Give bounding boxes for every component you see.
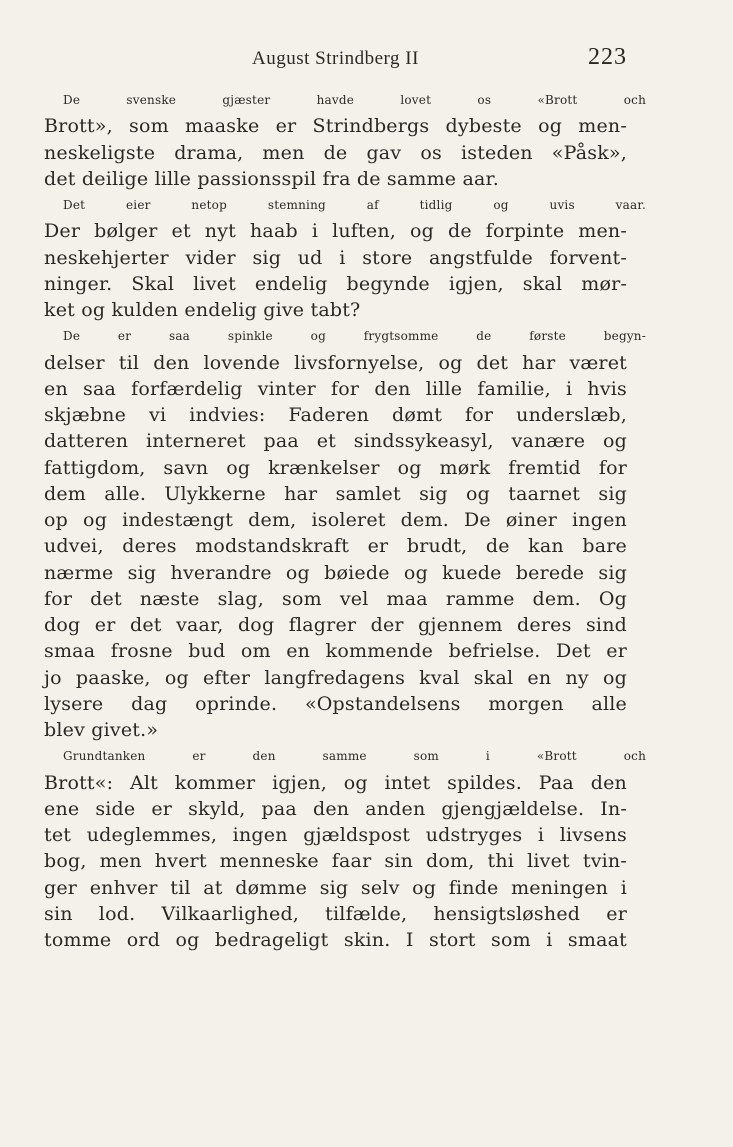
- text-line: nærme sig hverandre og bøiede og kuede berede sig: [44, 561, 627, 584]
- text-line: Grundtanken er den samme som i «Brott och: [63, 749, 646, 764]
- text-line: ninger. Skal livet endelig begynde igjen, skal mør-: [44, 272, 627, 295]
- text-line: neskeligste drama, men de gav os isteden «Påsk»,: [44, 141, 627, 164]
- text-line: det deilige lille passionsspil fra de samme aar.: [44, 167, 499, 190]
- text-line: en saa forfærdelig vinter for den lille familie, i hvis: [44, 377, 627, 400]
- text-line: datteren interneret paa et sindssykeasyl, vanære og: [44, 430, 627, 453]
- text-line: blev givet.»: [44, 719, 159, 741]
- text-line: delser til den lovende livsfornyelse, og det har været: [44, 351, 627, 374]
- text-line: tomme ord og bedrageligt skin. I stort som i smaat: [44, 929, 627, 951]
- text-line: udvei, deres modstandskraft er brudt, de kan bare: [44, 535, 627, 558]
- text-line: ger enhver til at dømme sig selv og finde meningen i: [44, 876, 627, 899]
- text-line: lysere dag oprinde. «Opstandelsens morgen alle: [44, 692, 627, 715]
- text-line: Det eier netop stemning af tidlig og uvis vaar.: [63, 198, 646, 212]
- text-line: for det næste slag, som vel maa ramme dem. Og: [44, 587, 627, 610]
- running-title: August Strindberg II: [252, 48, 419, 69]
- text-line: ket og kulden endelig give tabt?: [44, 299, 361, 321]
- text-line: tet udeglemmes, ingen gjældspost udstryges i livsens: [44, 824, 627, 846]
- text-line: Brott», som maaske er Strindbergs dybeste og men-: [44, 115, 627, 138]
- text-line: ene side er skyld, paa den anden gjengjældelse. In-: [44, 797, 627, 820]
- text-line: Der bølger et nyt haab i luften, og de forpinte men-: [44, 220, 627, 243]
- page-number: 223: [588, 44, 627, 70]
- text-line: dem alle. Ulykkerne har samlet sig og taarnet sig: [44, 482, 627, 505]
- text-line: dog er det vaar, dog flagrer der gjennem deres sind: [44, 614, 627, 636]
- running-head: [44, 44, 627, 74]
- text-line: neskehjerter vider sig ud i store angstfulde forvent-: [44, 246, 627, 269]
- text-line: fattigdom, savn og krænkelser og mørk fremtid for: [44, 456, 627, 479]
- text-line: sin lod. Vilkaarlighed, tilfælde, hensigtsløshed er: [44, 902, 627, 925]
- text-line: bog, men hvert menneske faar sin dom, thi livet tvin-: [44, 850, 627, 873]
- text-line: op og indestængt dem, isoleret dem. De øiner ingen: [44, 509, 627, 531]
- body-text: [44, 87, 646, 953]
- text-line: skjæbne vi indvies: Faderen dømt for underslæb,: [44, 404, 627, 426]
- text-line: De svenske gjæster havde lovet os «Brott och: [63, 93, 646, 107]
- text-line: Brott«: Alt kommer igjen, og intet spildes. Paa den: [44, 771, 627, 794]
- text-line: De er saa spinkle og frygtsomme de første begyn-: [63, 329, 646, 344]
- text-line: smaa frosne bud om en kommende befrielse. Det er: [44, 640, 627, 663]
- text-line: jo paaske, og efter langfredagens kval skal en ny og: [44, 666, 627, 689]
